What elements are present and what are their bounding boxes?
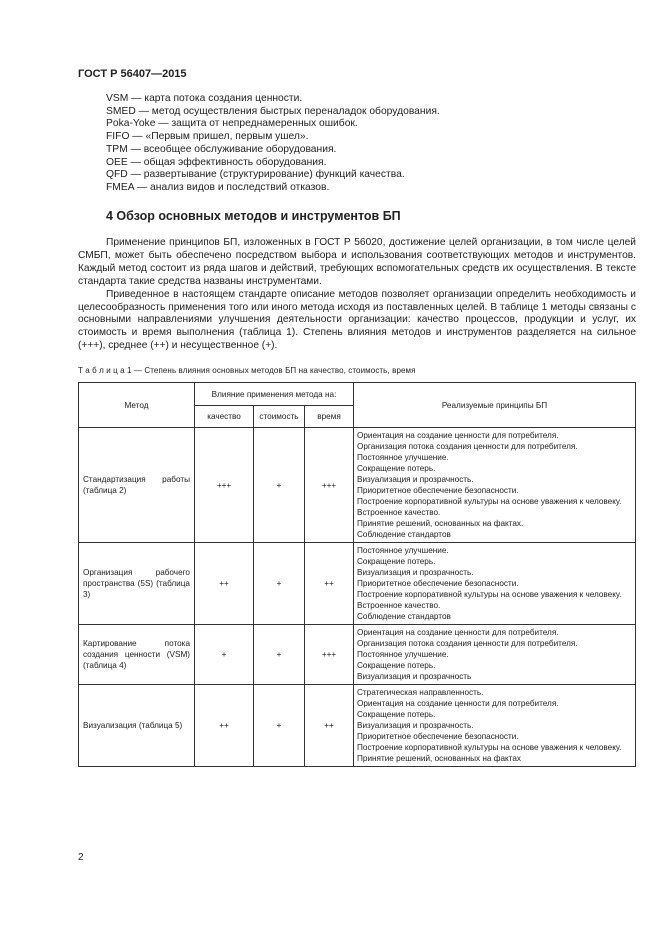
quality-cell: ++: [195, 543, 254, 625]
principle-item: Соблюдение стандартов: [357, 612, 451, 621]
principle-item: Построение корпоративной культуры на основе уважения к человеку.: [357, 590, 622, 599]
principle-item: Постоянное улучшение.: [357, 546, 449, 555]
principle-item: Организация потока создания ценности для потребителя.: [357, 442, 578, 451]
method-cell: Организация рабочего пространства (5S) (таблица 3): [79, 543, 195, 625]
time-cell: +++: [305, 428, 354, 543]
method-cell: Визуализация (таблица 5): [79, 685, 195, 767]
header-time: время: [305, 406, 354, 428]
principle-item: Приоритетное обеспечение безопасности.: [357, 732, 519, 741]
abbreviation-item: SMED — метод осуществления быстрых переналадок оборудования.: [106, 105, 440, 117]
cost-cell: +: [254, 428, 305, 543]
header-influence: Влияние применения метода на:: [195, 383, 354, 406]
time-cell: ++: [305, 685, 354, 767]
abbreviation-item: VSM — карта потока создания ценности.: [106, 93, 303, 104]
table-row: [79, 625, 636, 685]
paragraph: Применение принципов БП, изложенных в ГОСТ Р 56020, достижение целей организации, в том числе целей СМБП, может быть обеспечено посредством выбора и использования соответствующих методов и инструментов. Каждый метод состоит из ряда шагов и действий, требующих вспомогательных средств их осуществления. В тексте стандарта такие средства названы инструментами.: [78, 237, 636, 287]
abbreviation-item: FMEA — анализ видов и последствий отказов.: [106, 181, 330, 193]
principle-item: Ориентация на создание ценности для потребителя.: [357, 628, 559, 637]
principle-item: Стратегическая направленность.: [357, 688, 484, 697]
abbreviation-item: TPM — всеобщее обслуживание оборудования.: [106, 143, 337, 155]
section-title: 4 Обзор основных методов и инструментов БП: [106, 209, 401, 223]
body-text: [78, 237, 636, 353]
cost-cell: +: [254, 685, 305, 767]
principle-item: Соблюдение стандартов: [357, 530, 451, 539]
principles-cell: [354, 543, 636, 625]
principle-item: Визуализация и прозрачность: [357, 672, 472, 681]
header-principles: Реализуемые принципы БП: [354, 383, 636, 428]
table-caption: Т а б л и ц а 1 — Степень влияния основных методов БП на качество, стоимость, время: [78, 366, 416, 375]
abbreviation-item: QFD — развертывание (структурирование) функций качества.: [106, 169, 405, 181]
header-method: Метод: [79, 383, 195, 428]
principle-item: Ориентация на создание ценности для потребителя.: [357, 431, 559, 440]
principles-cell: [354, 625, 636, 685]
method-cell: Картирование потока создания ценности (VSM) (таблица 4): [79, 625, 195, 685]
abbreviation-list: [106, 93, 440, 195]
principle-item: Сокращение потерь.: [357, 464, 436, 473]
cost-cell: +: [254, 543, 305, 625]
table-row: [79, 543, 636, 625]
principles-cell: [354, 685, 636, 767]
time-cell: ++: [305, 543, 354, 625]
principle-item: Визуализация и прозрачность.: [357, 721, 474, 730]
table-row: [79, 428, 636, 543]
abbreviation-item: Poka-Yoke — защита от непреднамеренных ошибок.: [106, 118, 358, 130]
principle-item: Построение корпоративной культуры на основе уважения к человеку.: [357, 497, 622, 506]
principle-item: Визуализация и прозрачность.: [357, 568, 474, 577]
cost-cell: +: [254, 625, 305, 685]
principle-item: Приоритетное обеспечение безопасности.: [357, 486, 519, 495]
abbreviation-item: FIFO — «Первым пришел, первым ушел».: [106, 131, 309, 143]
principle-item: Принятие решений, основанных на фактах: [357, 754, 522, 763]
abbreviation-item: OEE — общая эффективность оборудования.: [106, 156, 327, 168]
methods-table: [78, 382, 636, 767]
principle-item: Визуализация и прозрачность.: [357, 475, 474, 484]
principle-item: Сокращение потерь.: [357, 661, 436, 670]
principle-item: Встроенное качество.: [357, 508, 441, 517]
header-quality: качество: [195, 406, 254, 428]
method-cell: Стандартизация работы (таблица 2): [79, 428, 195, 543]
header-cost: стоимость: [254, 406, 305, 428]
principles-cell: [354, 428, 636, 543]
principle-item: Построение корпоративной культуры на основе уважения к человеку.: [357, 743, 622, 752]
principle-item: Принятие решений, основанных на фактах.: [357, 519, 524, 528]
quality-cell: ++: [195, 685, 254, 767]
table-row: [79, 685, 636, 767]
principle-item: Сокращение потерь.: [357, 710, 436, 719]
principle-item: Организация потока создания ценности для потребителя.: [357, 639, 578, 648]
quality-cell: +++: [195, 428, 254, 543]
principle-item: Ориентация на создание ценности для потребителя.: [357, 699, 559, 708]
principle-item: Постоянное улучшение.: [357, 453, 449, 462]
principle-item: Приоритетное обеспечение безопасности.: [357, 579, 519, 588]
principle-item: Встроенное качество.: [357, 601, 441, 610]
quality-cell: +: [195, 625, 254, 685]
principle-item: Сокращение потерь.: [357, 557, 436, 566]
principle-item: Постоянное улучшение.: [357, 650, 449, 659]
page-number: 2: [78, 852, 84, 863]
document-header: ГОСТ Р 56407—2015: [78, 68, 187, 80]
time-cell: +++: [305, 625, 354, 685]
paragraph: Приведенное в настоящем стандарте описание методов позволяет организации определить необходимость и целесообразность применения того или иного метода исходя из поставленных целей. В таблице 1 методы связаны с основными направлениями улучшения деятельности организации: качество процессов, продукции и услуг, их стоимость и время выполнения (таблица 1). Степень влияния методов и инструментов разделяется на сильное (+++), среднее (++) и несущественное (+).: [78, 288, 636, 352]
